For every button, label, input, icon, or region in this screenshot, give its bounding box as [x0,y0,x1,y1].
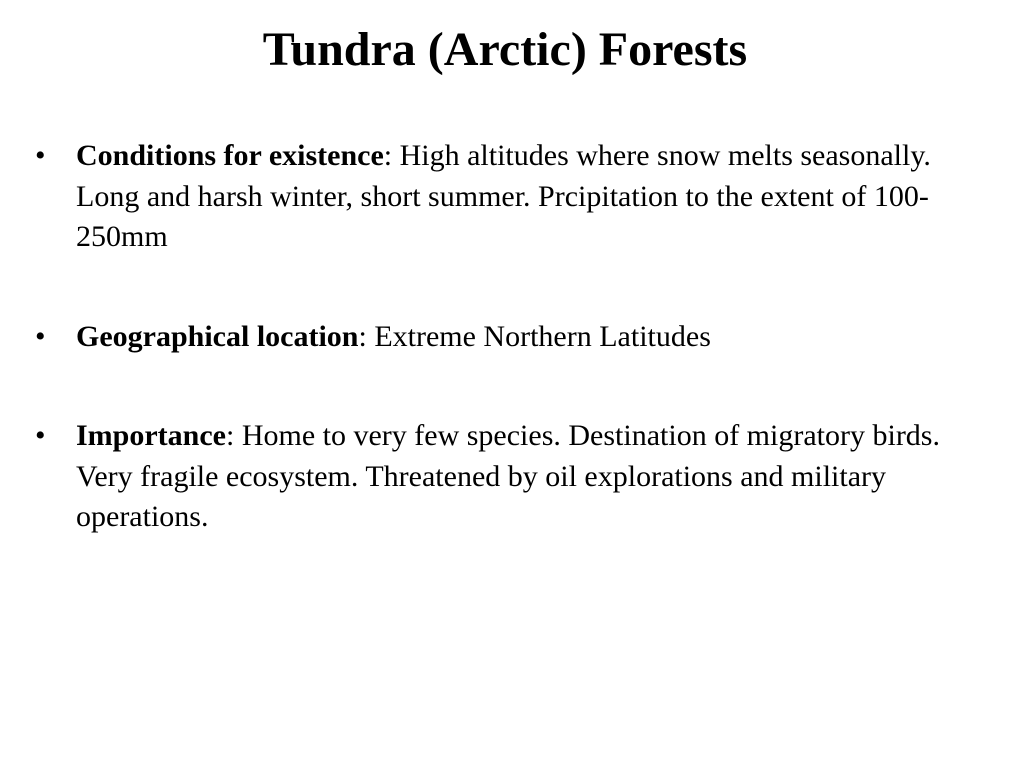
slide-title: Tundra (Arctic) Forests [262,23,748,76]
bullet-term: Importance [76,419,226,452]
bullet-icon: • [35,419,46,452]
bullet-icon: • [35,319,46,353]
bullet-text: : High altitudes where snow melts seasonally. Long and harsh winter, short summer. Prcipitation to the extent of 100-250mm [76,139,931,253]
bullet-item-conditions [0,136,1000,258]
bullet-text: : Home to very few species. Destination of migratory birds. Very fragile ecosystem. Threatened by oil explorations and military operations. [76,419,940,533]
bullet-term: Geographical location [76,319,359,353]
bullet-icon: • [35,139,46,172]
bullet-item-importance [0,416,1000,538]
bullet-list [0,136,1000,597]
bullet-text: : Extreme Northern Latitudes [358,319,711,353]
bullet-item-location [0,317,1000,358]
bullet-term: Conditions for existence [76,139,384,172]
